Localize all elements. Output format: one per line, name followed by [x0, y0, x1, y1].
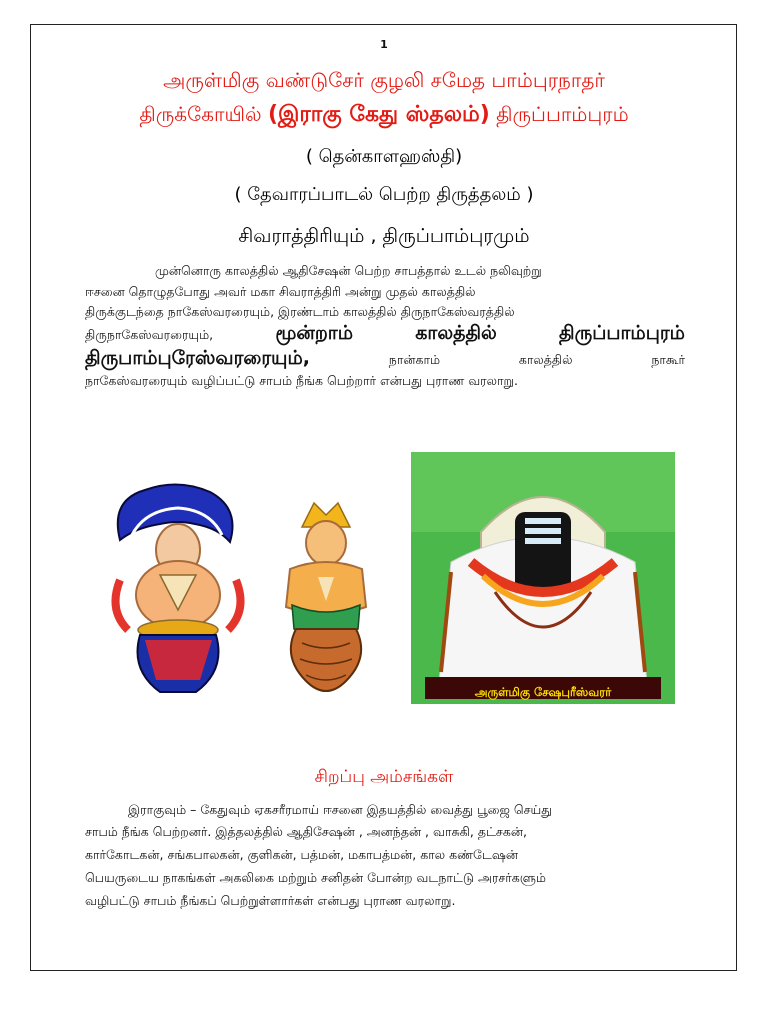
title-line-2-post: திருப்பாம்புரம்	[489, 102, 629, 126]
intro-line-5	[85, 346, 685, 372]
intro-line-6: நாகேஸ்வரரையும் வழிப்பட்டு சாபம் நீங்க பெற்றார் என்பது புராண வரலாறு.	[85, 373, 518, 388]
section-line-2: சாபம் நீங்க பெற்றனர். இத்தலத்தில் ஆதிசேஷன் , அனந்தன் , வாசுகி, தட்சகன்,	[85, 824, 527, 839]
intro-line-5-c: காலத்தில்	[518, 352, 573, 367]
intro-line-5-b: நான்காம்	[388, 352, 441, 367]
subtitle-3: சிவராத்திரியும் , திருப்பாம்புரமும்	[238, 225, 530, 247]
intro-line-3: திருக்குடந்தை நாகேஸ்வரரையும், இரண்டாம் காலத்தில் திருநாகேஸ்வரத்தில்	[85, 304, 515, 319]
section-line-1: இராகுவும் – கேதுவும் ஏகசரீரமாய் ஈசனை இதயத்தில் வைத்து பூஜை செய்து	[128, 802, 553, 817]
rahu-illustration	[100, 480, 255, 695]
title-line-2-pre: திருக்கோயில்	[139, 102, 268, 126]
subtitle-2: ( தேவாரப்பாடல் பெற்ற திருத்தலம் )	[234, 184, 534, 205]
section-line-3: கார்கோடகன், சங்கபாலகன், குளிகன், பத்மன், மகாபத்மன், கால கண்டேஷன்	[85, 847, 518, 862]
title-line-2	[30, 102, 738, 130]
subtitle-1: ( தென்காளஹஸ்தி)	[305, 146, 463, 167]
intro-line-4-a: திருநாகேஸ்வரரையும்,	[85, 327, 214, 342]
section-heading: சிறப்பு அம்சங்கள்	[314, 767, 454, 787]
intro-line-4-d: திருப்பாம்புரம்	[559, 322, 685, 344]
deity-photo	[411, 452, 675, 704]
intro-line-5-a: திருபாம்புரேஸ்வரரையும்,	[85, 347, 310, 369]
intro-line-2: ஈசனை தொழுதபோது அவர் மகா சிவராத்திரி அன்று முதல் காலத்தில்	[85, 284, 476, 299]
intro-line-5-d: நாகூர்	[651, 352, 685, 367]
intro-line-4-b: மூன்றாம்	[275, 322, 353, 344]
intro-line-4-c: காலத்தில்	[415, 322, 497, 344]
title-line-1: அருள்மிகு வண்டுசேர் குழலி சமேத பாம்புரநாதர்	[163, 68, 605, 92]
page-number: 1	[380, 38, 388, 51]
section-line-5: வழிபட்டு சாபம் நீங்கப் பெற்றுள்ளார்கள் என்பது புராண வரலாறு.	[85, 893, 456, 908]
section-line-4: பெயருடைய நாகங்கள் அகலிகை மற்றும் சனிதன் போன்ற வடநாட்டு அரசர்களும்	[85, 870, 546, 885]
intro-line-1: முன்னொரு காலத்தில் ஆதிசேஷன் பெற்ற சாபத்தால் உடல் நலிவுற்று	[155, 263, 542, 278]
deity-photo-caption: அருள்மிகு சேஷபுரீஸ்வரர்	[474, 685, 612, 699]
title-line-2-bold: (இராகு கேது ஸ்தலம்)	[267, 102, 490, 127]
intro-line-4	[85, 321, 685, 347]
ketu-illustration	[262, 497, 390, 702]
